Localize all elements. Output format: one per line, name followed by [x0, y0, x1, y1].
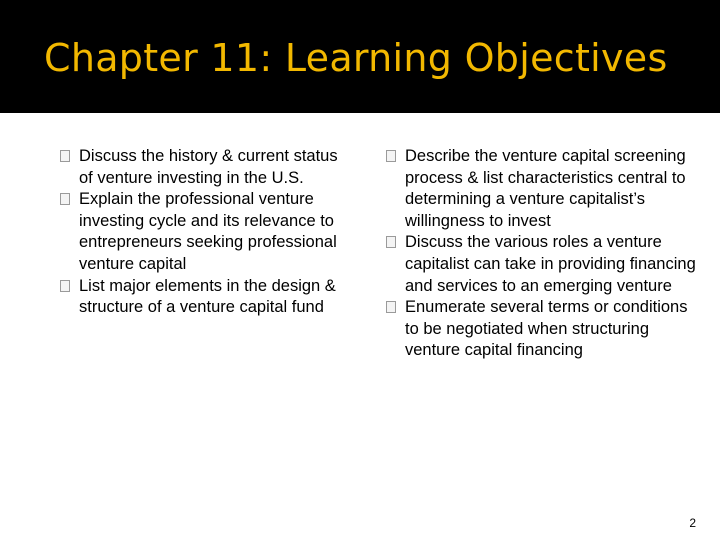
objective-text: Explain the professional venture investing cycle and its relevance to entrepreneurs seeking professional venture capital	[79, 190, 337, 273]
slide-title: Chapter 11: Learning Objectives	[44, 36, 668, 80]
objective-text: Discuss the history & current status of venture investing in the U.S.	[79, 147, 338, 187]
objective-text: Discuss the various roles a venture capitalist can take in providing financing and services to an emerging venture	[405, 233, 696, 295]
objective-item	[386, 146, 696, 232]
objective-item	[386, 232, 696, 297]
objective-item	[60, 276, 350, 319]
objective-text: Describe the venture capital screening process & list characteristics central to determining a venture capitalist’s willingness to invest	[405, 147, 686, 230]
right-objectives-list	[386, 146, 696, 362]
objective-item	[60, 189, 350, 275]
bullet-box-icon	[386, 150, 396, 162]
page-number: 2	[689, 516, 696, 530]
bullet-box-icon	[60, 280, 70, 292]
objective-item	[386, 297, 696, 362]
left-objectives-list	[60, 146, 350, 319]
bullet-box-icon	[60, 150, 70, 162]
bullet-box-icon	[60, 193, 70, 205]
title-bar	[0, 0, 720, 113]
objective-text: Enumerate several terms or conditions to be negotiated when structuring venture capital financing	[405, 298, 688, 360]
bullet-box-icon	[386, 301, 396, 313]
bullet-box-icon	[386, 236, 396, 248]
objective-item	[60, 146, 350, 189]
objective-text: List major elements in the design & structure of a venture capital fund	[79, 276, 336, 317]
